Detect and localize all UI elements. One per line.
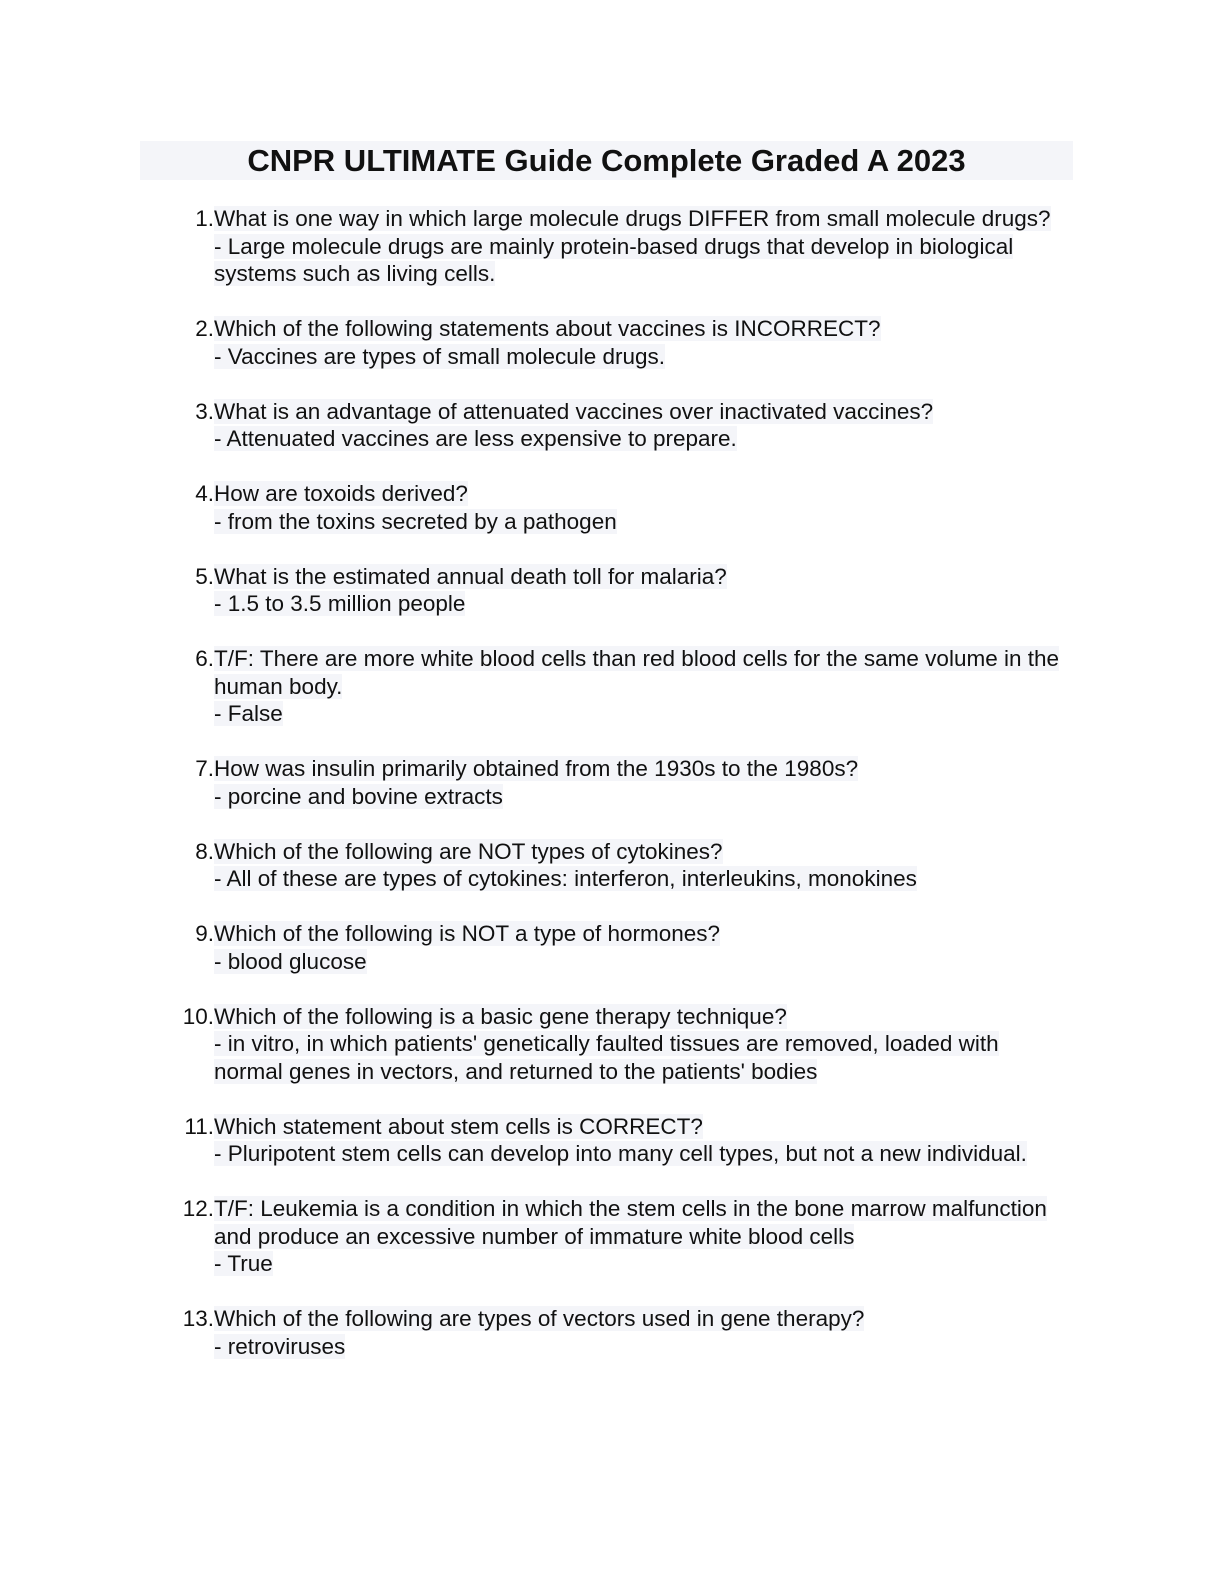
- question-text: Which of the following is NOT a type of hormones?: [214, 921, 721, 946]
- question-text: What is the estimated annual death toll for malaria?: [214, 563, 727, 589]
- list-item: [172, 480, 1072, 535]
- answer-text: - 1.5 to 3.5 million people: [214, 591, 466, 616]
- question-text: Which of the following are types of vectors used in gene therapy?: [214, 1306, 865, 1331]
- list-item: [172, 1113, 1072, 1168]
- question-text: Which of the following are NOT types of cytokines?: [214, 838, 723, 864]
- question-text: T/F: There are more white blood cells than red blood cells for the same volume in the human body.: [214, 646, 1060, 699]
- answer-text: - True: [214, 1251, 273, 1276]
- list-item: [172, 1003, 1072, 1086]
- question-text: T/F: Leukemia is a condition in which the stem cells in the bone marrow malfunction and produce an excessive number of immature white blood cells: [214, 1196, 1047, 1249]
- item-number: 6.: [195, 646, 214, 671]
- question-text: Which statement about stem cells is CORRECT?: [214, 1113, 703, 1139]
- question-text: What is one way in which large molecule drugs DIFFER from small molecule drugs?: [214, 206, 1051, 231]
- item-number: 12.: [182, 1196, 214, 1221]
- list-item: [172, 205, 1072, 288]
- list-item: [172, 563, 1072, 618]
- question-text: Which of the following statements about vaccines is INCORRECT?: [214, 316, 881, 341]
- list-item: [172, 920, 1072, 975]
- answer-text: - False: [214, 701, 283, 726]
- list-item: [172, 838, 1072, 893]
- item-number: 1.: [195, 206, 214, 231]
- answer-text: - Large molecule drugs are mainly protein-based drugs that develop in biological systems such as living cells.: [214, 233, 1014, 286]
- question-text: How was insulin primarily obtained from the 1930s to the 1980s?: [214, 756, 859, 781]
- question-text: How are toxoids derived?: [214, 481, 468, 506]
- item-number: 7.: [195, 756, 214, 781]
- document-title: CNPR ULTIMATE Guide Complete Graded A 2023: [247, 143, 966, 178]
- answer-text: - Attenuated vaccines are less expensive to prepare.: [214, 426, 737, 451]
- item-number: 8.: [195, 838, 214, 864]
- item-number: 3.: [195, 398, 214, 424]
- answer-text: - Vaccines are types of small molecule drugs.: [214, 343, 666, 369]
- list-item: [172, 398, 1072, 453]
- question-list: [172, 205, 1072, 1388]
- answer-text: - retroviruses: [214, 1333, 346, 1359]
- answer-text: - All of these are types of cytokines: interferon, interleukins, monokines: [214, 866, 917, 891]
- list-item: [172, 645, 1072, 728]
- answer-text: - in vitro, in which patients' genetically faulted tissues are removed, loaded with normal genes in vectors, and returned to the patients' bodies: [214, 1031, 999, 1084]
- item-number: 2.: [195, 316, 214, 341]
- item-number: 11.: [184, 1113, 214, 1139]
- question-text: What is an advantage of attenuated vaccines over inactivated vaccines?: [214, 398, 934, 424]
- answer-text: - from the toxins secreted by a pathogen: [214, 508, 617, 534]
- item-number: 5.: [195, 563, 214, 589]
- question-text: Which of the following is a basic gene therapy technique?: [214, 1003, 787, 1029]
- list-item: [172, 1305, 1072, 1360]
- list-item: [172, 315, 1072, 370]
- item-number: 10.: [182, 1003, 214, 1029]
- list-item: [172, 1195, 1072, 1278]
- item-number: 9.: [195, 921, 214, 946]
- list-item: [172, 755, 1072, 810]
- answer-text: - porcine and bovine extracts: [214, 783, 503, 809]
- answer-text: - blood glucose: [214, 948, 367, 974]
- answer-text: - Pluripotent stem cells can develop into many cell types, but not a new individual.: [214, 1141, 1027, 1166]
- item-number: 4.: [195, 481, 214, 506]
- item-number: 13.: [182, 1306, 214, 1331]
